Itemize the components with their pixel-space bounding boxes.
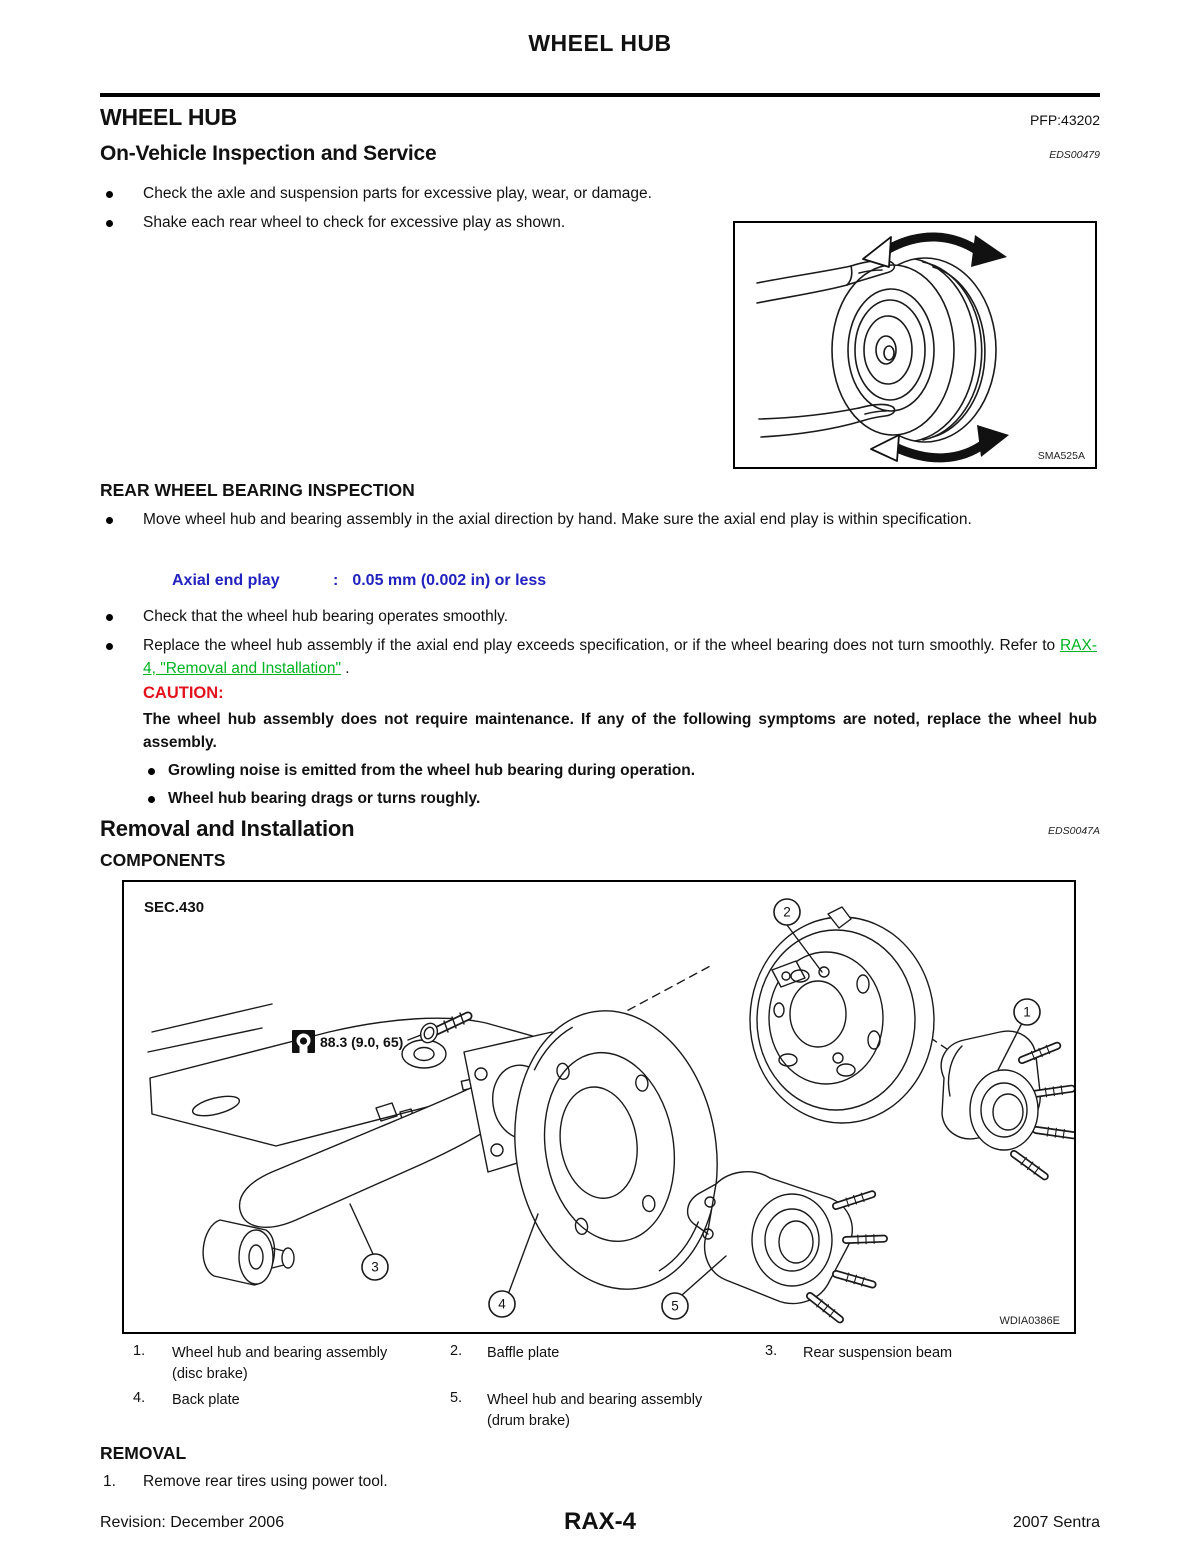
bullet-text — [143, 635, 1097, 681]
legend-line: (disc brake) — [172, 1366, 248, 1383]
bullet-text: Move wheel hub and bearing assembly in the axial direction by hand. Make sure the axial end play is within specification. — [143, 511, 972, 528]
legend-num: 4. — [133, 1390, 146, 1406]
figure-code-label: WDIA0386E — [999, 1315, 1060, 1327]
bullet-text: Wheel hub bearing drags or turns roughly. — [168, 790, 481, 807]
legend-line: Wheel hub and bearing assembly — [487, 1392, 703, 1408]
figure-code-label: SMA525A — [1037, 450, 1085, 462]
figure-wheel-shake — [733, 221, 1097, 469]
header-rule — [100, 93, 1100, 97]
spec-colon: : — [333, 572, 339, 589]
bullet-text: Check that the wheel hub bearing operates smoothly. — [143, 608, 509, 625]
step-text: Remove rear tires using power tool. — [143, 1473, 388, 1490]
bullet-icon — [148, 796, 155, 803]
step-number: 1. — [103, 1473, 116, 1490]
sec-label: SEC.430 — [144, 899, 205, 916]
components-drawing — [124, 882, 1074, 1332]
axial-end-play-spec — [172, 572, 546, 590]
caution-text: The wheel hub assembly does not require maintenance. If any of the following symptoms are noted, replace the wheel hub assembly. — [143, 711, 1097, 751]
bullet-icon — [106, 643, 113, 650]
baffle-plate-drawing — [750, 904, 934, 1123]
legend-num: 3. — [765, 1343, 778, 1359]
bullet-icon — [106, 517, 113, 524]
pfp-code: PFP:43202 — [1029, 112, 1100, 128]
removal-installation-link[interactable]: RAX-4, "Removal and Installation" — [143, 637, 1097, 677]
components-heading: COMPONENTS — [100, 850, 226, 870]
legend-item: Baffle plate — [487, 1345, 560, 1361]
running-header-title: WHEEL HUB — [528, 30, 672, 56]
tire-drawing — [832, 258, 996, 442]
bullet-icon — [106, 191, 113, 198]
figure-components — [122, 880, 1076, 1334]
legend-item: Rear suspension beam — [803, 1345, 953, 1361]
torque-spec-text: 88.3 (9.0, 65) — [320, 1034, 404, 1050]
on-vehicle-heading-row — [100, 142, 1100, 166]
on-vehicle-heading: On-Vehicle Inspection and Service — [100, 142, 437, 165]
callout-1-number: 1 — [1023, 1004, 1031, 1020]
wheel-shake-drawing — [735, 223, 1095, 467]
caution-label: CAUTION: — [143, 684, 224, 702]
footer-page-code: RAX-4 — [563, 1508, 636, 1535]
legend-line: Wheel hub and bearing assembly — [172, 1345, 388, 1361]
section-heading-row — [100, 104, 1100, 131]
callout-4-number: 4 — [498, 1296, 506, 1312]
legend-item: Back plate — [172, 1392, 240, 1408]
legend-num: 1. — [133, 1343, 146, 1359]
removal-installation-heading: Removal and Installation — [100, 816, 355, 841]
legend-num: 5. — [450, 1390, 463, 1406]
replace-text-post: . — [340, 659, 350, 677]
callout-5-number: 5 — [671, 1298, 679, 1314]
eds-code-1: EDS00479 — [1049, 149, 1100, 161]
legend-item — [487, 1390, 767, 1432]
caution-bullet-drags — [148, 788, 1097, 811]
footer-revision: Revision: December 2006 — [100, 1514, 285, 1531]
eds-code-2: EDS0047A — [1048, 825, 1100, 837]
rear-bearing-heading: REAR WHEEL BEARING INSPECTION — [100, 480, 415, 500]
bullet-text: Shake each rear wheel to check for excessive play as shown. — [143, 214, 566, 231]
legend-line: (drum brake) — [487, 1413, 570, 1430]
legend-item — [172, 1343, 442, 1385]
bullet-text: Growling noise is emitted from the wheel hub bearing during operation. — [168, 762, 696, 779]
replace-text-pre: Replace the wheel hub assembly if the axial end play exceeds specification, or if the wheel bearing does not turn smoothly. Refer to — [143, 637, 1060, 654]
footer-model: 2007 Sentra — [1012, 1514, 1100, 1531]
section-title: WHEEL HUB — [100, 104, 238, 130]
bullet-check-axle — [106, 183, 1097, 206]
spec-value: 0.05 mm (0.002 in) or less — [352, 572, 547, 589]
bullet-text: Check the axle and suspension parts for excessive play, wear, or damage. — [143, 185, 652, 202]
bullet-icon — [106, 614, 113, 621]
rotation-arrow-top-icon — [863, 235, 1007, 267]
torque-wrench-nut-icon — [292, 1030, 315, 1053]
removal-heading: REMOVAL — [100, 1443, 187, 1463]
spec-label: Axial end play — [172, 572, 280, 589]
bullet-icon — [106, 220, 113, 227]
bullet-move-hub — [106, 509, 1097, 532]
callout-3-number: 3 — [371, 1259, 379, 1275]
bullet-icon — [148, 768, 155, 775]
bullet-replace-hub — [106, 635, 1097, 681]
caution-bullet-growling — [148, 760, 1097, 783]
removal-installation-heading-row — [100, 816, 1100, 842]
drum-hub-assembly-drawing — [688, 1172, 885, 1323]
disc-hub-assembly-drawing — [941, 1031, 1074, 1180]
legend-num: 2. — [450, 1343, 463, 1359]
bullet-check-bearing — [106, 606, 1097, 629]
callout-2-number: 2 — [783, 904, 791, 920]
